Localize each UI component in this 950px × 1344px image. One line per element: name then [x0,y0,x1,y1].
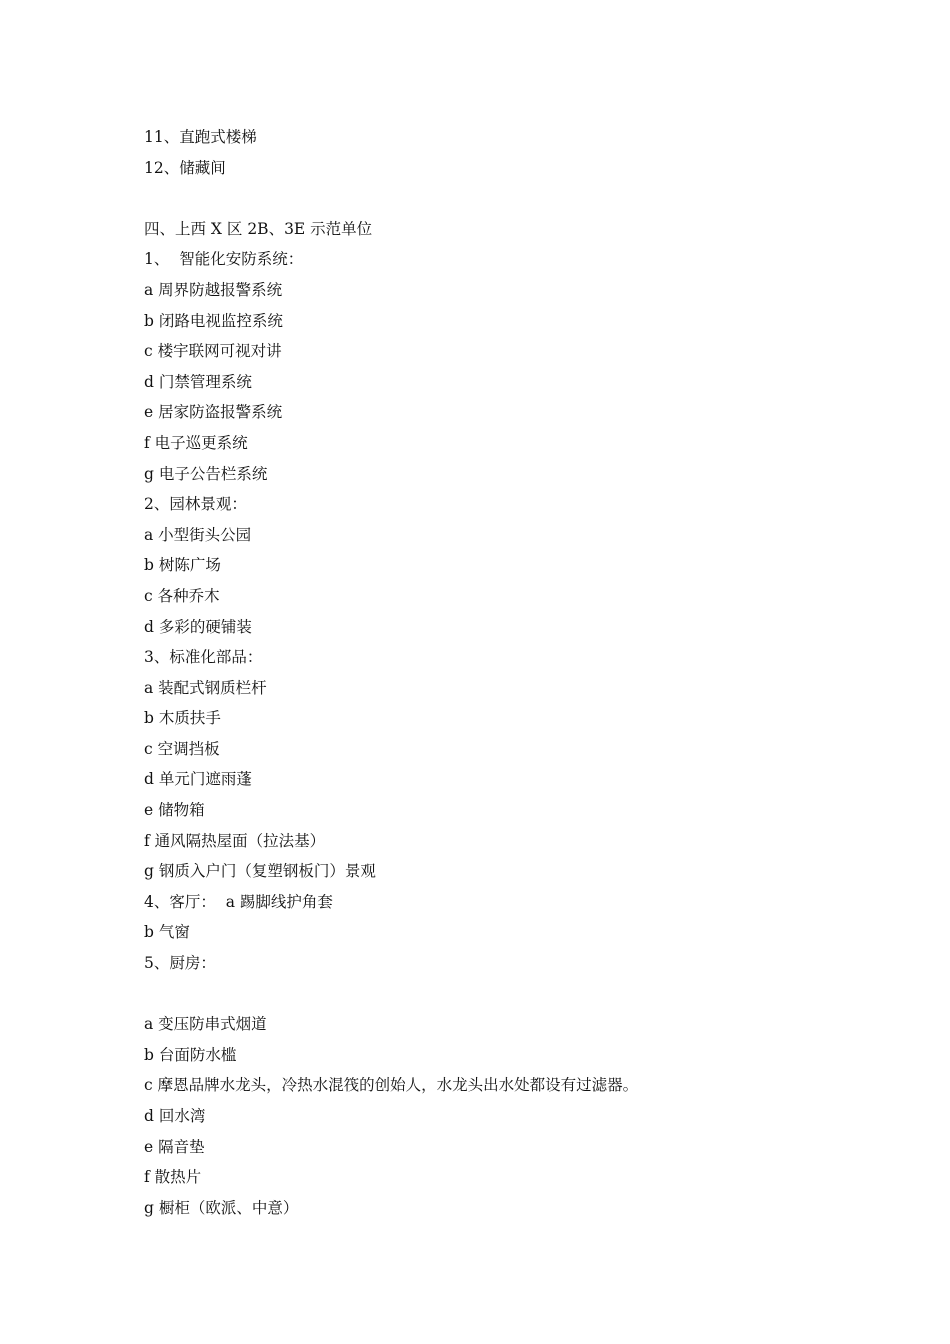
list-item: e 隔音垫 [144,1137,205,1156]
list-item: d 多彩的硬铺装 [144,617,252,636]
list-item: a 变压防串式烟道 [144,1015,267,1034]
list-item: f 通风隔热屋面（拉法基） [144,831,326,850]
blank-line [144,183,844,214]
list-item: d 门禁管理系统 [144,372,252,391]
list-item: b 树陈广场 [144,556,221,575]
list-item: g 橱柜（欧派、中意） [144,1198,299,1217]
text-line: 11、直跑式楼梯 [144,128,257,146]
document-body [144,122,844,1223]
list-item: b 气窗 [144,923,190,942]
list-item: d 单元门遮雨蓬 [144,770,252,789]
subsection-heading: 1、 智能化安防系统： [144,250,304,269]
list-item: f 散热片 [144,1168,202,1187]
list-item: g 电子公告栏系统 [144,464,268,483]
subsection-heading: 5、厨房： [144,954,216,973]
subsection-heading: 2、园林景观： [144,495,247,514]
list-item: c 空调挡板 [144,739,220,758]
subsection-heading: 3、标准化部品： [144,648,263,667]
text-line: 12、储藏间 [144,158,226,177]
subsection-heading: 4、客厅： a 踢脚线护角套 [144,892,333,911]
list-item: d 回水湾 [144,1107,206,1125]
list-item: g 钢质入户门（复塑钢板门）景观 [144,862,376,881]
section-heading: 四、上西 X 区 2B、3E 示范单位 [144,219,373,238]
list-item: c 各种乔木 [144,586,220,605]
list-item: b 闭路电视监控系统 [144,311,283,330]
list-item: a 小型街头公园 [144,525,252,544]
list-item: f 电子巡更系统 [144,433,248,452]
list-item: a 周界防越报警系统 [144,280,283,299]
list-item: e 储物箱 [144,801,205,820]
list-item: e 居家防盗报警系统 [144,403,283,422]
blank-line [144,979,844,1010]
list-item: a 装配式钢质栏杆 [144,678,267,697]
list-item: c 楼宇联网可视对讲 [144,342,282,361]
list-item: b 木质扶手 [144,709,221,728]
list-item: c 摩恩品牌水龙头，冷热水混筏的创始人，水龙头出水处都设有过滤器。 [144,1076,639,1095]
list-item: b 台面防水槛 [144,1045,237,1064]
